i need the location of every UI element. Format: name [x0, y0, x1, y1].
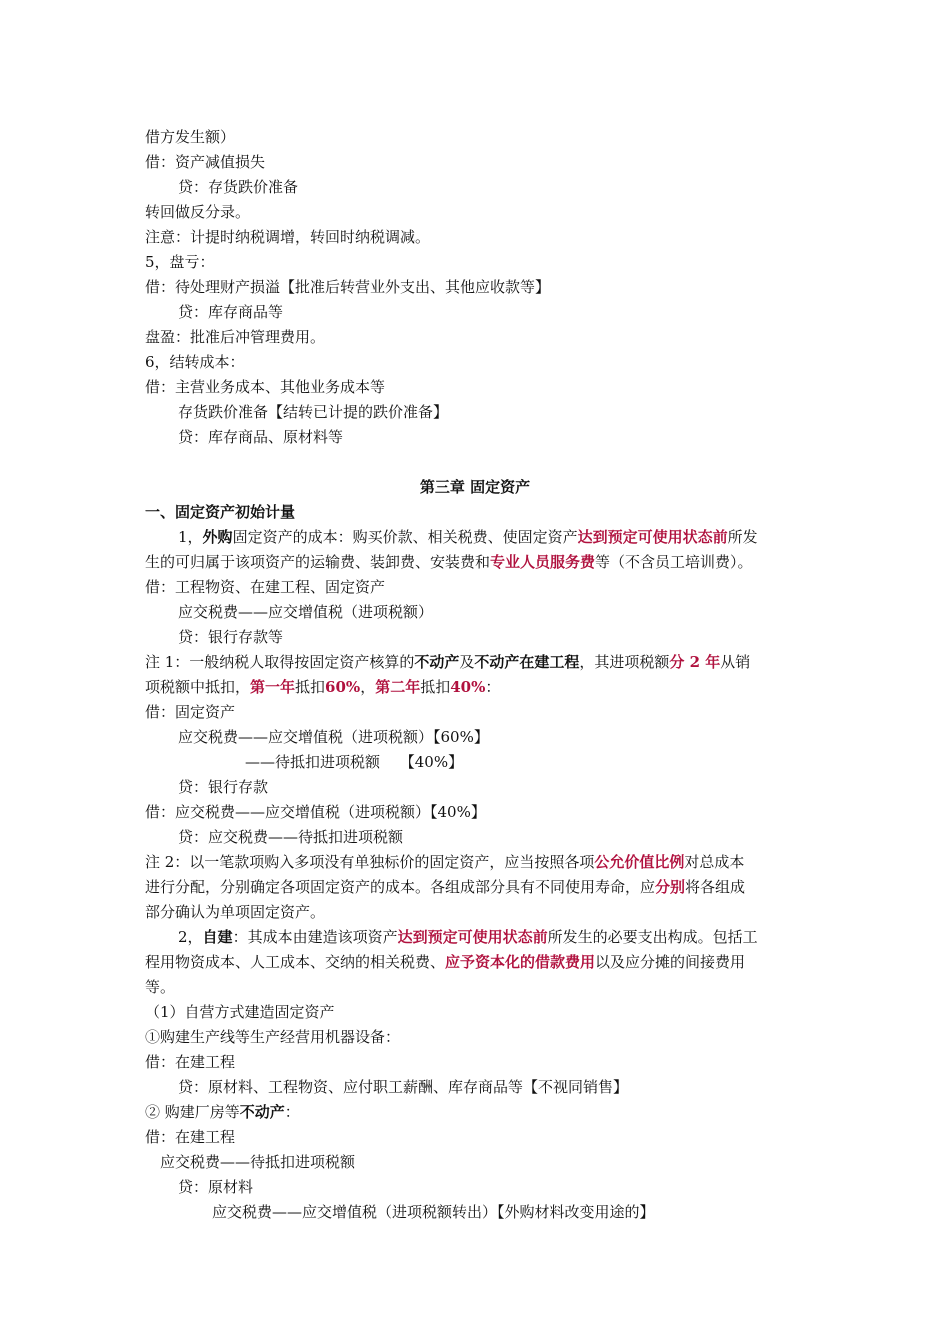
text-line: 部分确认为单项固定资产。	[145, 903, 326, 921]
text-line: 借：固定资产	[145, 703, 236, 721]
text-line: 贷：银行存款	[178, 778, 269, 796]
text-line: ② 购建厂房等不动产：	[145, 1103, 300, 1121]
text-line: 应交税费——应交增值税（进项税额）【60%】	[178, 728, 489, 746]
section-heading: 一、固定资产初始计量	[145, 503, 296, 521]
text-line: 1，外购固定资产的成本：购买价款、相关税费、使固定资产达到预定可使用状态前所发	[178, 528, 758, 546]
text-line: 借：工程物资、在建工程、固定资产	[145, 578, 386, 596]
text-line: 注意：计提时纳税调增，转回时纳税调减。	[145, 228, 431, 246]
text-line: （1）自营方式建造固定资产	[145, 1003, 335, 1021]
text-line: 2，自建：其成本由建造该项资产达到预定可使用状态前所发生的必要支出构成。包括工	[178, 928, 758, 946]
text-line: 借：应交税费——应交增值税（进项税额）【40%】	[145, 803, 486, 821]
text-line: 借方发生额）	[145, 128, 236, 146]
text-line: 贷：应交税费——待抵扣进项税额	[178, 828, 404, 846]
text-line: 应交税费——应交增值税（进项税额转出）【外购材料改变用途的】	[212, 1203, 655, 1221]
text-line: 进行分配，分别确定各项固定资产的成本。各组成部分具有不同使用寿命，应分别将各组成	[145, 878, 746, 896]
text-line: 生的可归属于该项资产的运输费、装卸费、安装费和专业人员服务费等（不含员工培训费）。	[145, 553, 753, 571]
text-line: 注 2：以一笔款项购入多项没有单独标价的固定资产，应当按照各项公允价值比例对总成本	[145, 853, 745, 871]
text-line: 项税额中抵扣，第一年抵扣60%，第二年抵扣40%：	[145, 678, 501, 696]
chapter-title: 第三章 固定资产	[419, 478, 531, 496]
text-line: 借：主营业务成本、其他业务成本等	[145, 378, 386, 396]
text-line: 5，盘亏：	[145, 253, 215, 271]
text-line: 借：待处理财产损溢【批准后转营业外支出、其他应收款等】	[145, 278, 551, 296]
text-line: 盘盈：批准后冲管理费用。	[145, 328, 326, 346]
text-line: 存货跌价准备【结转已计提的跌价准备】	[178, 403, 449, 421]
text-line: 贷：存货跌价准备	[178, 178, 299, 196]
text-line: 转回做反分录。	[145, 203, 251, 221]
text-line: 应交税费——待抵扣进项税额	[160, 1153, 356, 1171]
text-line: ①购建生产线等生产经营用机器设备：	[145, 1028, 401, 1046]
text-line: 等。	[145, 978, 176, 996]
text-line: 程用物资成本、人工成本、交纳的相关税费、应予资本化的借款费用以及应分摊的间接费用	[145, 953, 746, 971]
text-line: 6，结转成本：	[145, 353, 245, 371]
text-line: 借：在建工程	[145, 1053, 236, 1071]
text-line: 贷：原材料、工程物资、应付职工薪酬、库存商品等【不视同销售】	[178, 1078, 629, 1096]
text-line: 贷：库存商品等	[178, 303, 284, 321]
text-line: 贷：银行存款等	[178, 628, 284, 646]
text-line: 应交税费——应交增值税（进项税额）	[178, 603, 434, 621]
text-line: 贷：库存商品、原材料等	[178, 428, 344, 446]
text-line: 贷：原材料	[178, 1178, 254, 1196]
text-line: 注 1：一般纳税人取得按固定资产核算的不动产及不动产在建工程，其进项税额分 2 年从销	[145, 653, 751, 671]
text-line: ——待抵扣进项税额 【40%】	[245, 753, 464, 771]
text-line: 借：资产减值损失	[145, 153, 266, 171]
text-line: 借：在建工程	[145, 1128, 236, 1146]
